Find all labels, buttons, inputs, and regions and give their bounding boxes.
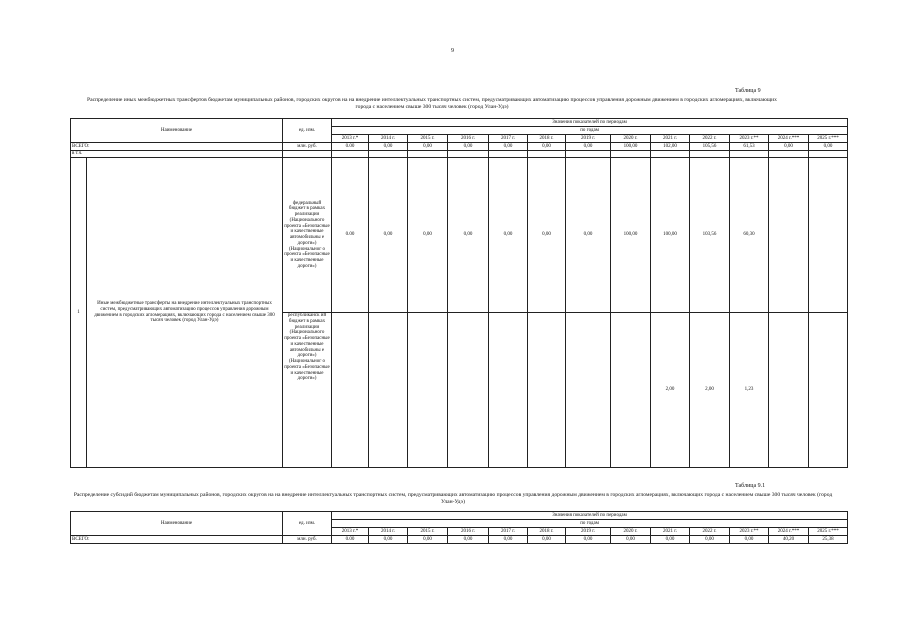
republic-value (408, 313, 448, 468)
total-value: 0,00 (769, 143, 809, 151)
table-9-label: Таблица 9 (735, 88, 761, 94)
row-name: Иные межбюджетные трансферты на внедрение интеллектуальных транспортных систем, предусматривающих автоматизацию процессов управления дорожным движением в городских агломерациях, включающих города с населением свыше 300 тысяч человек (город Улан-Удэ) (87, 158, 283, 468)
header-values: Значения показателей по периодам (332, 119, 848, 127)
year-header: 2023 г.** (730, 528, 769, 536)
row-number: 1 (71, 158, 87, 468)
federal-value: 0.00 (332, 158, 369, 313)
header-years: по годам (332, 520, 848, 528)
header-unit: ед. изм. (283, 512, 332, 536)
header-years: по годам (332, 127, 848, 135)
federal-value (809, 158, 848, 313)
republic-value: 2,00 (690, 313, 730, 468)
republic-value (448, 313, 489, 468)
year-header: 2015 г. (408, 528, 448, 536)
year-header: 2024 г.*** (769, 528, 809, 536)
total-value: 102,00 (651, 143, 690, 151)
total-unit: млн. руб. (283, 143, 332, 151)
year-header: 2013 г.* (332, 528, 369, 536)
total-value: 0,00 (408, 536, 448, 544)
total-value: 100,00 (611, 143, 651, 151)
republic-value (332, 313, 369, 468)
total-value: 0.00 (332, 536, 369, 544)
total-value: 0,00 (489, 143, 528, 151)
total-value: 0,00 (369, 143, 408, 151)
federal-value: 0,00 (528, 158, 566, 313)
year-header: 2025 г.*** (809, 135, 848, 143)
header-unit: ед. изм. (283, 119, 332, 143)
incl-label: в т.ч. (71, 151, 283, 158)
year-header: 2021 г. (651, 135, 690, 143)
year-header: 2016 г. (448, 135, 489, 143)
federal-value: 103,56 (690, 158, 730, 313)
total-value: 0,00 (651, 536, 690, 544)
table-9-1-title: Распределение субсидий бюджетам муниципальных районов, городских округов на на внедрение интеллектуальных транспортных систем, предусматривающих автоматизацию процессов управления дорожным движением в городских агломерациях, включающих города с населением свыше 300 тысяч человек (город Улан-Удэ) (73, 492, 833, 506)
table-9 (70, 118, 848, 468)
republic-value (489, 313, 528, 468)
federal-value (769, 158, 809, 313)
year-header: 2025 г.*** (809, 528, 848, 536)
year-header: 2019 г. (566, 528, 611, 536)
total-value: 0,00 (566, 536, 611, 544)
table-9-1-label: Таблица 9.1 (735, 483, 766, 489)
total-value: 0.00 (332, 143, 369, 151)
republic-value (369, 313, 408, 468)
total-value: 105,56 (690, 143, 730, 151)
federal-value: 100,00 (651, 158, 690, 313)
republic-value: 1,23 (730, 313, 769, 468)
federal-value: 0,00 (566, 158, 611, 313)
total-value: 0,00 (408, 143, 448, 151)
year-header: 2014 г. (369, 528, 408, 536)
total-value: 0,00 (690, 536, 730, 544)
republic-value: 2,00 (651, 313, 690, 468)
total-value: 0,00 (448, 143, 489, 151)
year-header: 2017 г. (489, 528, 528, 536)
year-header: 2022 г. (690, 135, 730, 143)
total-value: 0,00 (566, 143, 611, 151)
year-header: 2023 г.** (730, 135, 769, 143)
year-header: 2020 г. (611, 528, 651, 536)
federal-value: 60,30 (730, 158, 769, 313)
year-header: 2015 г. (408, 135, 448, 143)
year-header: 2020 г. (611, 135, 651, 143)
total-value: 0,00 (369, 536, 408, 544)
total-label: ВСЕГО: (71, 143, 283, 151)
page-number: 9 (451, 48, 454, 54)
republic-value (528, 313, 566, 468)
total-value: 0,00 (528, 143, 566, 151)
republic-value (809, 313, 848, 468)
header-name: Наименование (71, 119, 283, 143)
total-value: 0,00 (528, 536, 566, 544)
republic-value (611, 313, 651, 468)
total-value: 0,00 (448, 536, 489, 544)
year-header: 2021 г. (651, 528, 690, 536)
total-unit: млн. руб. (283, 536, 332, 544)
header-name: Наименование (71, 512, 283, 536)
header-values: Значения показателей по периодам (332, 512, 848, 520)
republic-value (566, 313, 611, 468)
year-header: 2014 г. (369, 135, 408, 143)
federal-value: 0,00 (369, 158, 408, 313)
year-header: 2022 г. (690, 528, 730, 536)
federal-budget-unit: федеральный бюджет в рамках реализации (Национального проекта «Безопасные и качественные автомобильны е дороги») (Национальног о проекта «Безопасные и качественные дороги») (283, 158, 332, 313)
total-value: 40,20 (769, 536, 809, 544)
total-value: 0,00 (489, 536, 528, 544)
total-label: ВСЕГО: (71, 536, 283, 544)
total-value: 0,00 (730, 536, 769, 544)
federal-value: 0,00 (448, 158, 489, 313)
total-value: 0,00 (809, 143, 848, 151)
year-header: 2017 г. (489, 135, 528, 143)
total-value: 61,53 (730, 143, 769, 151)
federal-value: 0,00 (408, 158, 448, 313)
federal-value: 100,00 (611, 158, 651, 313)
year-header: 2024 г.*** (769, 135, 809, 143)
year-header: 2016 г. (448, 528, 489, 536)
year-header: 2013 г.* (332, 135, 369, 143)
federal-value: 0,00 (489, 158, 528, 313)
year-header: 2018 г. (528, 528, 566, 536)
table-9-title: Распределение иных межбюджетных трансфертов бюджетам муниципальных районов, городских округов на на внедрение интеллектуальных транспортных систем, предусматривающих автоматизацию процессов управления дорожным движением в городских агломерациях, включающих города с населением свыше 300 тысяч человек (город Улан-Удэ) (87, 97, 777, 111)
year-header: 2019 г. (566, 135, 611, 143)
table-9-1 (70, 511, 848, 544)
republic-value (769, 313, 809, 468)
republic-budget-unit: республиканск ий бюджет в рамках реализации (Национального проекта «Безопасные и качественные автомобильны е дороги») (Национальног о проекта «Безопасные и качественные дороги») (283, 313, 332, 468)
total-value: 25,38 (809, 536, 848, 544)
year-header: 2018 г. (528, 135, 566, 143)
total-value: 0,00 (611, 536, 651, 544)
